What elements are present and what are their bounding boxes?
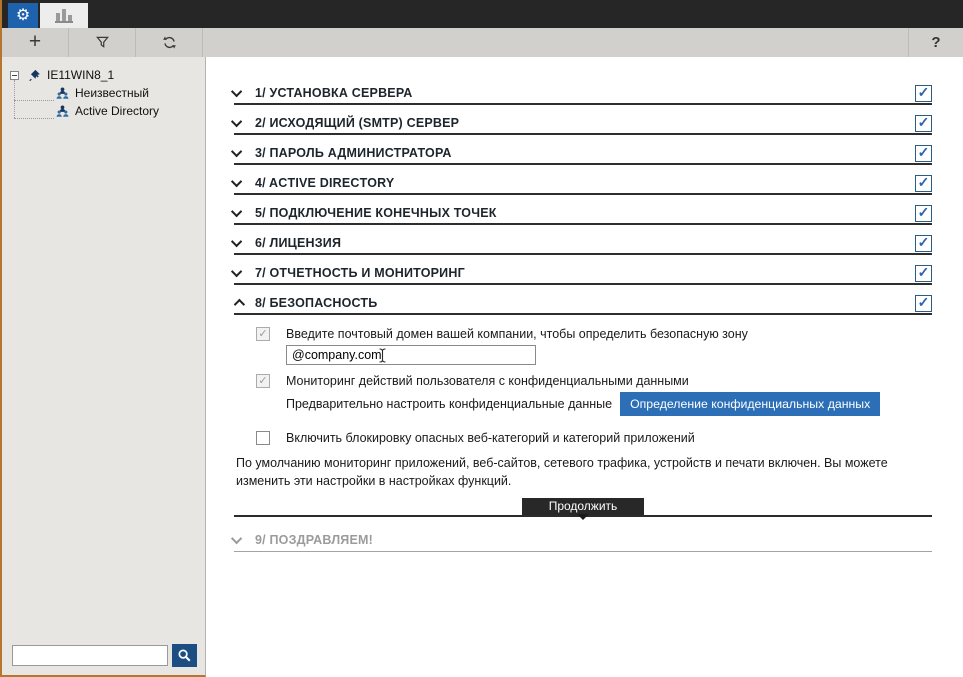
section-8-checkbox[interactable] [915,295,932,312]
plus-icon: + [28,30,42,53]
check-icon: ✓ [917,174,930,190]
section-3-checkbox[interactable] [915,145,932,162]
section-8-security [234,295,932,517]
toolbar-spacer [203,28,908,57]
filter-icon [95,35,110,50]
blocking-checkbox-row [256,431,932,445]
section-6-header[interactable] [234,235,932,255]
check-icon: ✓ [917,264,930,280]
refresh-icon [162,35,177,50]
section-4-header[interactable] [234,175,932,195]
section-2-checkbox[interactable] [915,115,932,132]
titlebar [2,0,963,28]
section-title: 1/ УСТАНОВКА СЕРВЕРА [255,86,413,100]
chevron-down-icon [231,146,242,157]
section-title: 7/ ОТЧЕТНОСТЬ И МОНИТОРИНГ [255,266,465,280]
help-button[interactable]: ? [908,28,963,57]
section-2-header[interactable] [234,115,932,135]
section-8-header[interactable] [234,295,932,315]
continue-pointer-caret-icon [577,514,589,520]
device-tree [2,66,205,120]
section-5-checkbox[interactable] [915,205,932,222]
section-4 [234,175,932,195]
tree-child-label: Неизвестный [75,86,149,100]
monitoring-checkbox-checked-disabled[interactable]: ✓ [256,374,270,388]
preconfigure-row [286,392,932,416]
section-title: 4/ ACTIVE DIRECTORY [255,176,395,190]
blocking-label: Включить блокировку опасных веб-категорий и категорий приложений [286,431,695,445]
section-title: 2/ ИСХОДЯЩИЙ (SMTP) СЕРВЕР [255,116,460,130]
add-button[interactable] [2,28,69,57]
section-6 [234,235,932,255]
preconfigure-label: Предварительно настроить конфиденциальные данные [286,397,613,411]
check-icon: ✓ [917,294,930,310]
refresh-button[interactable] [136,28,203,57]
section-title: 8/ БЕЗОПАСНОСТЬ [255,296,378,310]
section-5 [234,205,932,225]
section-9-header [234,532,932,552]
check-icon: ✓ [917,144,930,160]
section-2 [234,115,932,135]
chevron-down-icon [231,266,242,277]
collapse-expander-icon[interactable] [10,71,19,80]
continue-button[interactable]: Продолжить [522,498,644,515]
check-icon: ✓ [917,234,930,250]
chevron-down-icon [231,206,242,217]
computer-pin-icon [28,69,42,82]
toolbar [2,28,963,57]
section-4-checkbox[interactable] [915,175,932,192]
bar-chart-icon [55,9,73,23]
monitoring-label: Мониторинг действий пользователя с конфиденциальными данными [286,374,689,388]
check-icon: ✓ [917,84,930,100]
blocking-checkbox-unchecked[interactable] [256,431,270,445]
section-9-congratulations [234,532,932,552]
continue-row [234,498,932,515]
section-7-checkbox[interactable] [915,265,932,282]
section-1-header[interactable] [234,85,932,105]
filter-button[interactable] [69,28,136,57]
chevron-down-icon [231,533,242,544]
domain-checkbox-row [256,327,932,341]
user-group-icon [56,105,69,118]
default-monitoring-note: По умолчанию мониторинг приложений, веб-сайтов, сетевого трафика, устройств и печати включен. Вы можете изменить эти настройки в настройках функций. [236,456,888,488]
section-title: 3/ ПАРОЛЬ АДМИНИСТРАТОРА [255,146,452,160]
sidebar-search [12,644,197,667]
setup-wizard [206,57,963,677]
tree-root-label: IE11WIN8_1 [47,68,115,82]
section-title: 9/ ПОЗДРАВЛЯЕМ! [255,533,373,547]
check-icon: ✓ [917,204,930,220]
monitoring-checkbox-row [256,374,932,388]
section-7 [234,265,932,285]
section-title: 5/ ПОДКЛЮЧЕНИЕ КОНЕЧНЫХ ТОЧЕК [255,206,497,220]
security-section-body [234,327,932,517]
tree-child-label: Active Directory [75,104,160,118]
chevron-down-icon [231,176,242,187]
chevron-up-icon [234,299,245,310]
section-title: 6/ ЛИЦЕНЗИЯ [255,236,342,250]
user-group-icon [56,87,69,100]
section-1 [234,85,932,105]
domain-input-row [286,345,536,365]
gear-icon: ⚙ [15,6,31,24]
search-input[interactable] [12,645,168,666]
section-3-header[interactable] [234,145,932,165]
domain-input[interactable] [286,345,536,365]
content [2,57,963,677]
tree-node-root[interactable] [2,66,205,84]
chevron-down-icon [231,86,242,97]
tab-settings[interactable] [8,3,38,28]
search-button[interactable] [172,644,197,667]
domain-label: Введите почтовый домен вашей компании, чтобы определить безопасную зону [286,327,748,341]
tree-node-active-directory[interactable] [2,102,205,120]
section-7-header[interactable] [234,265,932,285]
section-1-checkbox[interactable] [915,85,932,102]
check-icon: ✓ [917,114,930,130]
section-5-header[interactable] [234,205,932,225]
search-icon [177,648,192,663]
tree-node-unknown[interactable] [2,84,205,102]
section-3 [234,145,932,165]
chevron-down-icon [231,116,242,127]
chevron-down-icon [231,236,242,247]
section-6-checkbox[interactable] [915,235,932,252]
sidebar [2,57,206,677]
domain-checkbox-checked-disabled[interactable]: ✓ [256,327,270,341]
tab-statistics[interactable] [40,3,88,28]
define-confidential-data-button[interactable]: Определение конфиденциальных данных [620,392,880,416]
